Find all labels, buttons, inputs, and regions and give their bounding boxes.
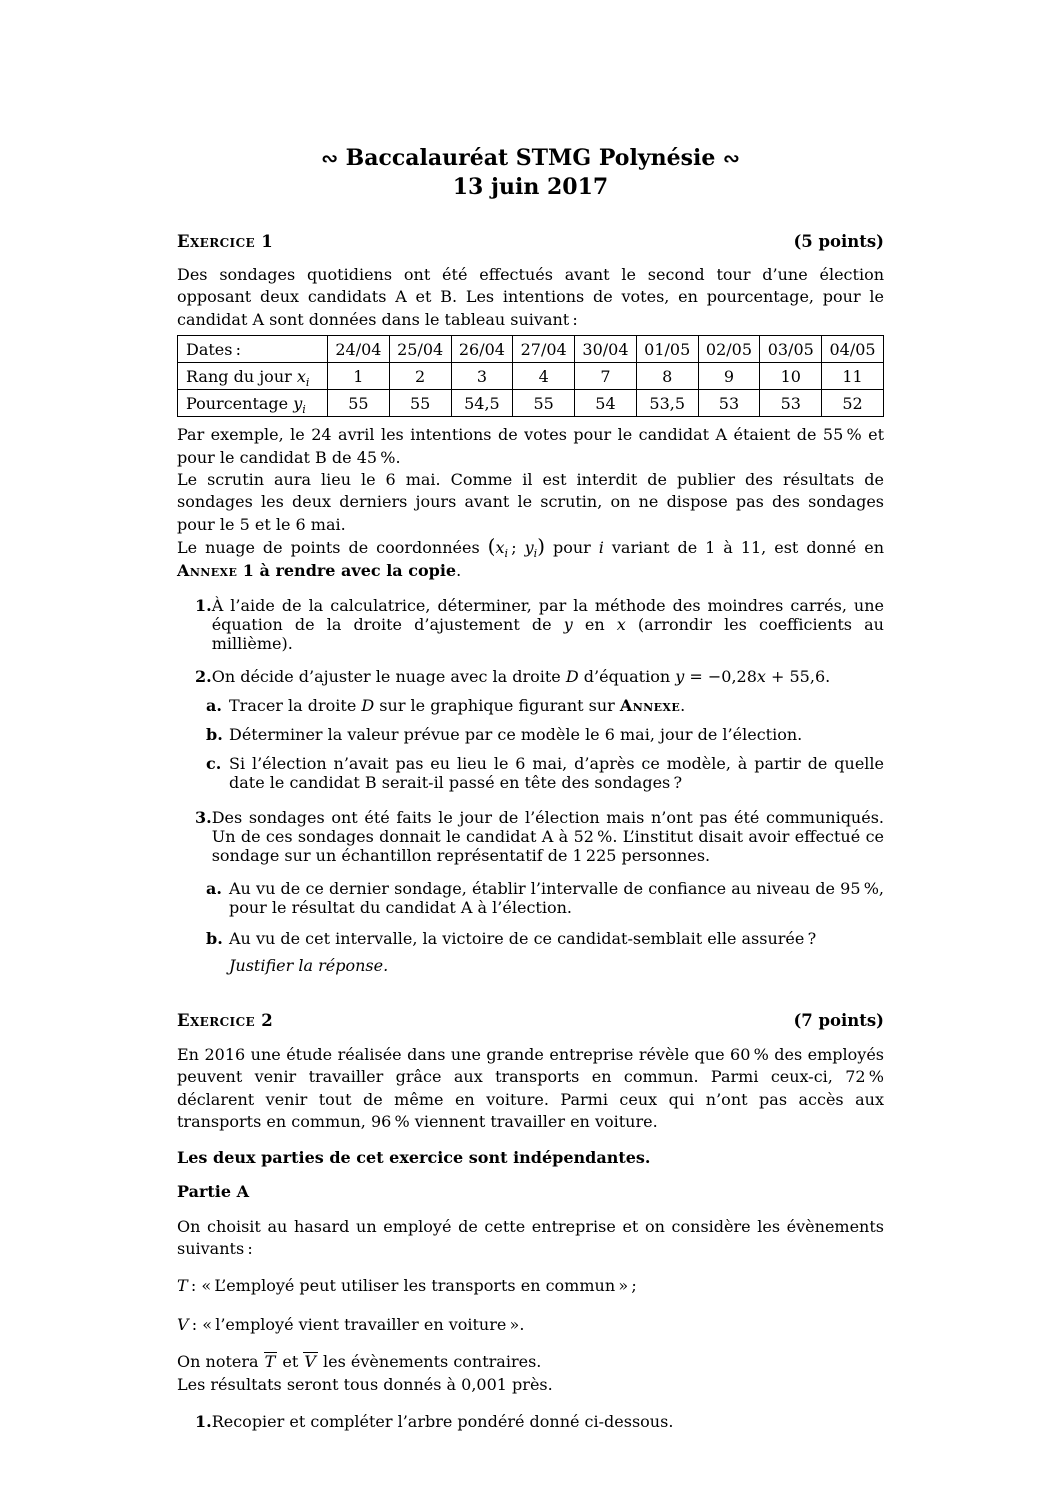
- sub-i: i: [305, 375, 310, 389]
- table-row-dates: [178, 336, 884, 363]
- paragraph-scrutin: Le scrutin aura lieu le 6 mai. Comme il est interdit de publier des résultats de sondages les deux derniers jours avant le scrutin, on ne dispose pas des sondages pour le 5 et le 6 mai.: [177, 470, 884, 534]
- notera-text: les évènements contraires.: [317, 1352, 542, 1372]
- q3b-line1: Au vu de cet intervalle, la victoire de ce candidat-semblait elle assurée ?: [229, 929, 817, 949]
- table-cell: 9: [698, 363, 760, 390]
- question-1-number: 1.: [195, 596, 212, 616]
- question-2a-number: a.: [206, 696, 222, 716]
- row-label-rank-text: Rang du jour: [186, 366, 297, 386]
- exercise2-intro: En 2016 une étude réalisée dans une grande entreprise révèle que 60 % des employés peuvent venir travailler grâce aux transports en commun. Parmi ceux-ci, 72 % déclarent venir tout de même en voiture. Parmi ceux qui n’ont pas accès aux transports en commun, 96 % viennent travailler en voiture.: [177, 1045, 884, 1132]
- paragraph-resultats: Les résultats seront tous donnés à 0,001 près.: [177, 1374, 553, 1394]
- var-V: V: [177, 1314, 189, 1334]
- table-cell: 11: [822, 363, 884, 390]
- table-cell: 04/05: [822, 336, 884, 363]
- table-cell: 26/04: [451, 336, 513, 363]
- exercise1-header: [177, 232, 884, 251]
- sub-i: i: [504, 547, 509, 561]
- question-2c: [177, 754, 884, 792]
- q2-text: On décide d’ajuster le nuage avec la droite: [211, 667, 566, 687]
- q1-text: (arrondir les coefficients au millième).: [211, 615, 884, 654]
- var-T-bar: T: [264, 1352, 276, 1372]
- poll-data-table: [177, 335, 884, 417]
- var-V-bar: V: [304, 1352, 316, 1372]
- question-2b-number: b.: [206, 725, 223, 745]
- table-row-percentage: [178, 390, 884, 417]
- var-y: y: [293, 393, 303, 413]
- question-3b-number: b.: [206, 929, 223, 949]
- q2a-text: sur le graphique figurant sur: [374, 696, 620, 716]
- table-cell: 30/04: [575, 336, 637, 363]
- question-3a-number: a.: [206, 879, 222, 899]
- row-label-percentage-text: Pourcentage: [186, 393, 294, 413]
- question-1-text: [212, 596, 884, 653]
- close-paren: ): [537, 534, 545, 559]
- document-date: 13 juin 2017: [452, 174, 609, 200]
- nuage-bold-text: 1 à rendre avec la copie: [237, 560, 457, 580]
- question-3a-text: Au vu de ce dernier sondage, établir l’intervalle de confiance au niveau de 95 %, pour le résultat du candidat A à l’élection.: [229, 879, 884, 918]
- table-cell: 03/05: [760, 336, 822, 363]
- period: .: [680, 696, 686, 716]
- var-x: x: [495, 538, 505, 558]
- var-D: D: [361, 696, 375, 716]
- question-3b: [177, 929, 884, 975]
- table-cell: 24/04: [328, 336, 390, 363]
- annexe-ref: Annexe: [177, 560, 238, 580]
- title-text: Baccalauréat STMG Polynésie: [345, 145, 716, 171]
- var-i: i: [598, 538, 604, 558]
- right-ornament-icon: ∾: [723, 146, 740, 170]
- nuage-text: Le nuage de points de coordonnées: [177, 538, 488, 558]
- paragraph-notera: [177, 1351, 884, 1373]
- question-3-number: 3.: [195, 808, 212, 828]
- document-title: [177, 144, 884, 173]
- var-y: y: [563, 615, 573, 635]
- period: .: [456, 560, 462, 580]
- question-2c-text: Si l’élection n’avait pas eu lieu le 6 mai, d’après ce modèle, à partir de quelle date le candidat B serait-il passé en tête des sondages ?: [229, 754, 884, 793]
- question-2a-text: [229, 696, 884, 715]
- table-cell: 8: [636, 363, 698, 390]
- table-cell: 55: [328, 390, 390, 417]
- exercise1-intro: Des sondages quotidiens ont été effectués avant le second tour d’une élection opposant deux candidats A et B. Les intentions de votes, en pourcentage, pour le candidat A sont données dans le tableau suivant :: [177, 265, 884, 329]
- nuage-text: variant de 1 à 11, est donné en: [603, 538, 885, 558]
- event-V-text: : « l’employé vient travailler en voiture ».: [188, 1314, 525, 1334]
- table-cell: 54,5: [451, 390, 513, 417]
- table-cell: 53: [760, 390, 822, 417]
- document-title-block: [177, 144, 884, 202]
- separator: ;: [508, 538, 525, 558]
- var-y: y: [524, 538, 534, 558]
- q2-text: d’équation: [578, 667, 676, 687]
- exercise2-header: [177, 1011, 884, 1030]
- q1-text: en: [572, 615, 617, 635]
- table-cell: 01/05: [636, 336, 698, 363]
- var-x: x: [756, 667, 766, 687]
- var-D: D: [565, 667, 579, 687]
- row-label-rank: [178, 363, 328, 390]
- question-2-number: 2.: [195, 667, 212, 687]
- table-cell: 53: [698, 390, 760, 417]
- table-cell: 7: [575, 363, 637, 390]
- question-3b-text: [229, 929, 884, 975]
- q2a-text: Tracer la droite: [229, 696, 362, 716]
- exercise2-question-1-text: Recopier et compléter l’arbre pondéré donné ci-dessous.: [211, 1411, 674, 1431]
- q3b-justify-note: Justifier la réponse.: [229, 956, 389, 976]
- var-y: y: [675, 667, 685, 687]
- exercise1-points: (5 points): [793, 232, 884, 251]
- question-2c-number: c.: [206, 754, 222, 774]
- table-cell: 52: [822, 390, 884, 417]
- sub-i: i: [302, 402, 306, 416]
- table-cell: 02/05: [698, 336, 760, 363]
- table-cell: 54: [575, 390, 637, 417]
- exercise2-question-1: [177, 1412, 884, 1431]
- table-cell: 10: [760, 363, 822, 390]
- question-3-text: Des sondages ont été faits le jour de l’élection mais n’ont pas été communiqués. Un de ces sondages donnait le candidat A à 52 %. L’institut disait avoir effectué ce sondage sur un échantillon représentatif de 1 225 personnes.: [211, 808, 884, 866]
- paragraph-choisit: On choisit au hasard un employé de cette entreprise et on considère les évènements suivants :: [177, 1216, 884, 1258]
- open-paren: (: [487, 534, 496, 559]
- table-cell: 55: [513, 390, 575, 417]
- part-a-heading: Partie A: [177, 1182, 250, 1202]
- q1-text: À l’aide de la calculatrice, déterminer, par la méthode des moindres carrés, une équation de la droite d’ajustement de: [211, 596, 884, 635]
- event-T-text: : « L’employé peut utiliser les transports en commun » ;: [187, 1276, 637, 1296]
- question-1: [177, 596, 884, 653]
- event-T-definition: [177, 1275, 884, 1297]
- exercise2-points: (7 points): [793, 1011, 884, 1031]
- table-cell: 1: [328, 363, 390, 390]
- table-cell: 55: [389, 390, 451, 417]
- row-label-percentage: [178, 390, 328, 417]
- equation-text: = −0,28: [684, 667, 757, 687]
- table-cell: 4: [513, 363, 575, 390]
- table-cell: 2: [389, 363, 451, 390]
- var-x: x: [296, 366, 306, 386]
- left-ornament-icon: ∾: [321, 146, 338, 170]
- equation-text: + 55,6.: [765, 667, 831, 687]
- table-cell: 3: [451, 363, 513, 390]
- exercise2-question-1-number: 1.: [195, 1411, 212, 1431]
- exercise1-label: Exercice 1: [177, 232, 274, 251]
- paragraph-example: Par exemple, le 24 avril les intentions de votes pour le candidat A étaient de 55 % et pour le candidat B de 45 %.: [177, 425, 884, 467]
- question-2-text: [212, 667, 884, 686]
- var-T: T: [177, 1276, 188, 1296]
- var-x: x: [616, 615, 626, 635]
- notera-text: On notera: [177, 1352, 264, 1372]
- parts-independent-note: Les deux parties de cet exercice sont indépendantes.: [177, 1147, 651, 1167]
- sub-i: i: [533, 547, 538, 561]
- question-2b-text: Déterminer la valeur prévue par ce modèle le 6 mai, jour de l’élection.: [229, 725, 803, 745]
- annexe-ref: Annexe: [619, 696, 681, 716]
- question-3: [177, 808, 884, 865]
- table-cell: 27/04: [513, 336, 575, 363]
- exercise2-label: Exercice 2: [177, 1011, 274, 1031]
- table-cell: 53,5: [636, 390, 698, 417]
- question-2b: [177, 725, 884, 744]
- table-row-rank: [178, 363, 884, 390]
- nuage-text: pour: [545, 538, 599, 558]
- row-label-dates: Dates :: [178, 336, 328, 363]
- table-cell: 25/04: [389, 336, 451, 363]
- question-2: [177, 667, 884, 686]
- page-content: [177, 0, 884, 1431]
- question-2a: [177, 696, 884, 715]
- event-V-definition: [177, 1314, 884, 1336]
- notera-text: et: [277, 1352, 304, 1372]
- paragraph-nuage: [177, 536, 884, 582]
- question-3a: [177, 879, 884, 917]
